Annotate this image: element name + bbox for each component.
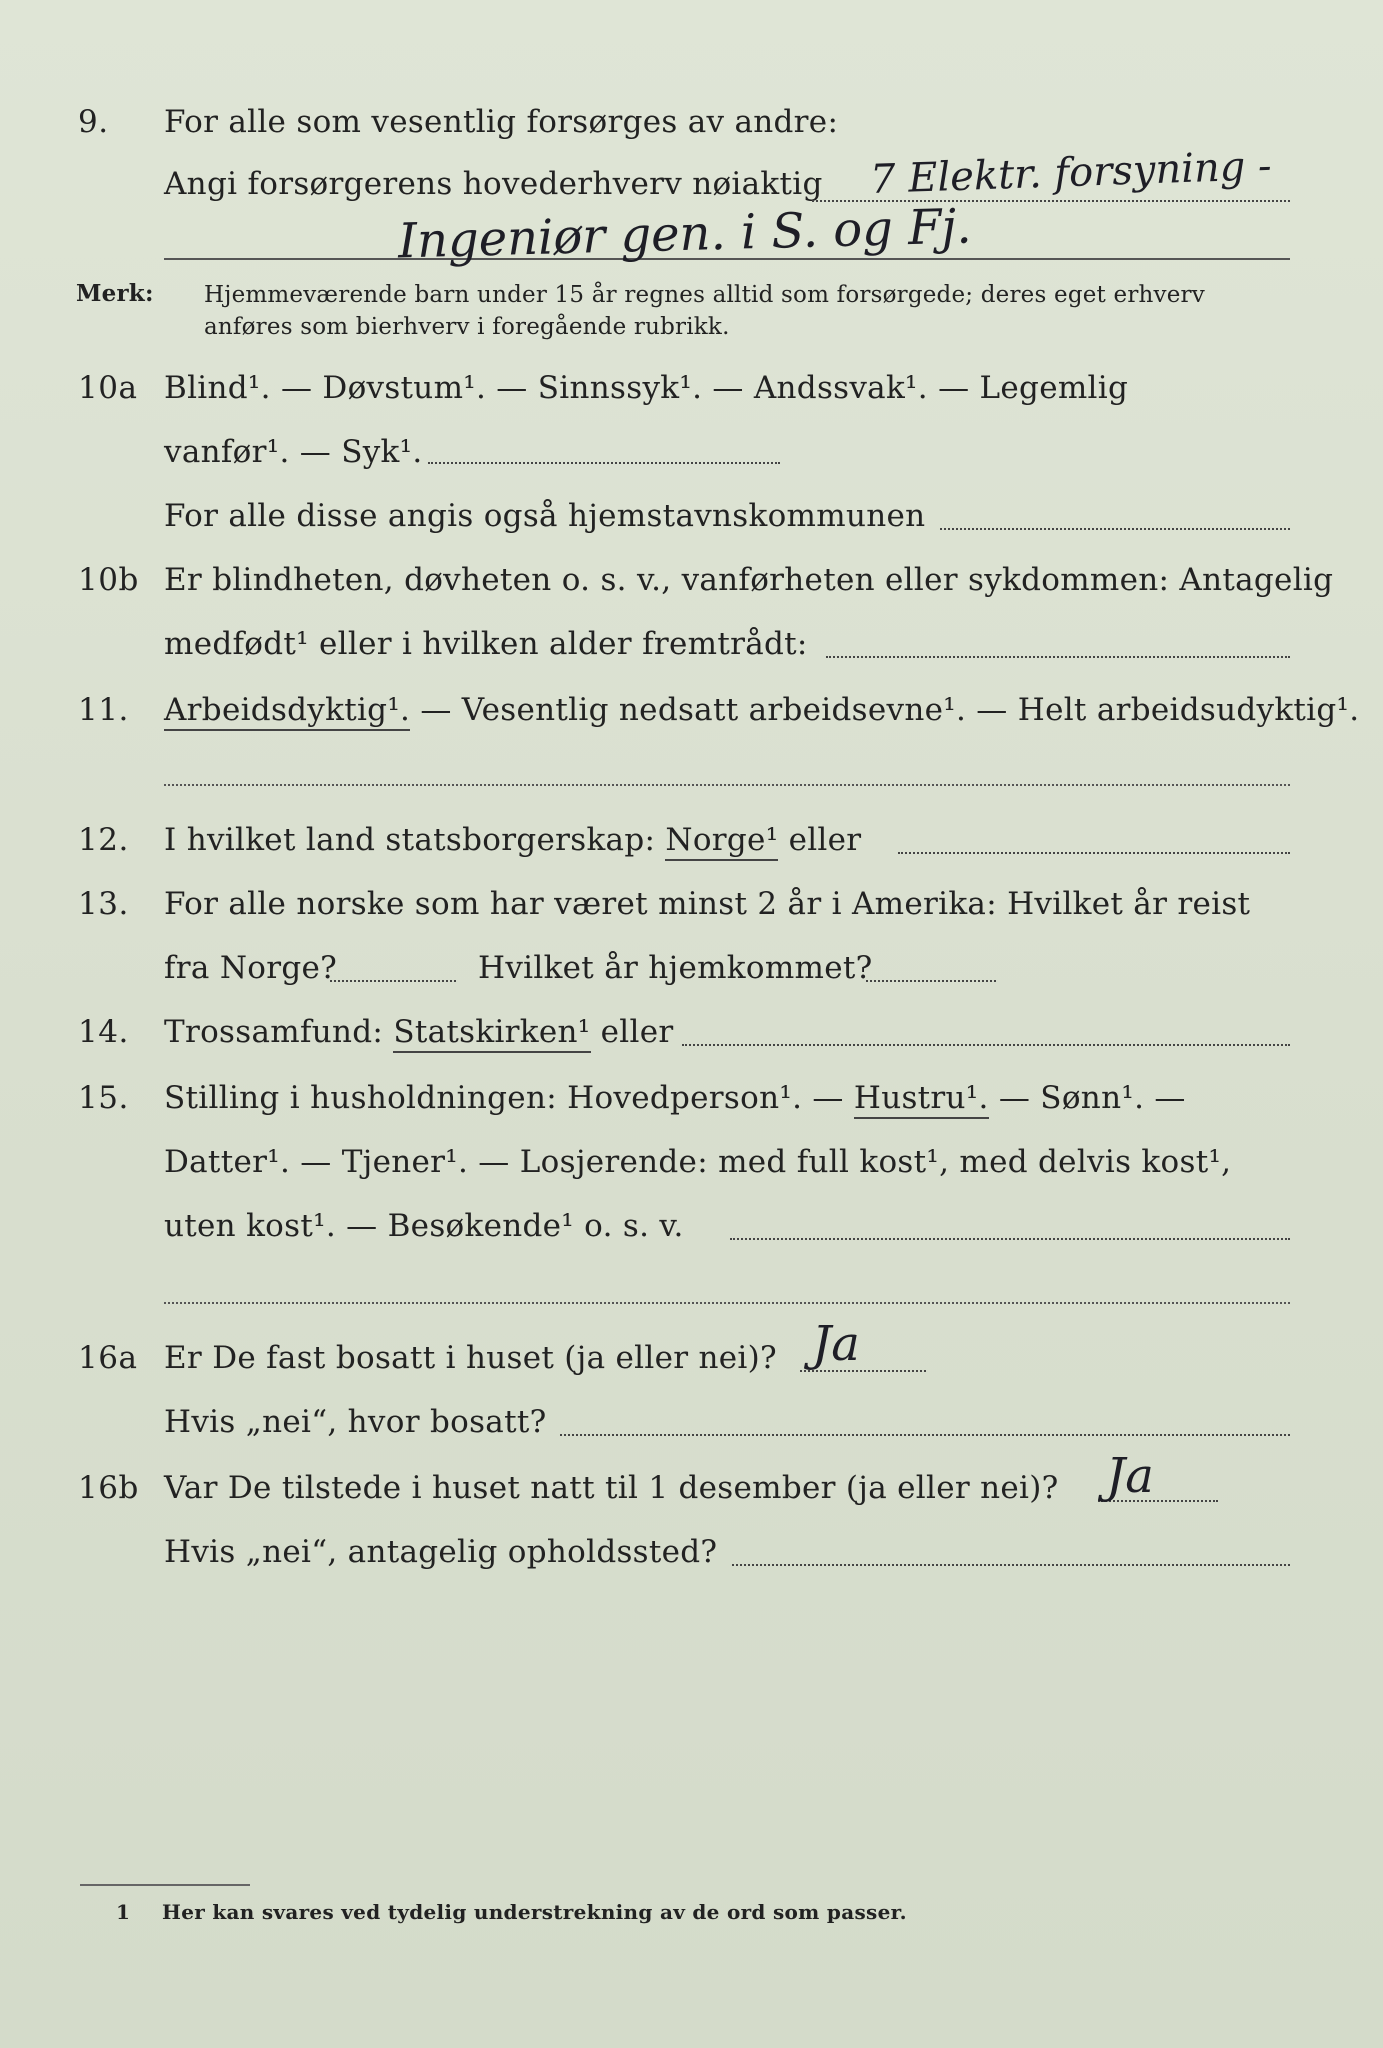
q13-line1: For alle norske som har været minst 2 år i Amerika: Hvilket år reist [164,886,1251,922]
q15-number: 15. [78,1080,129,1116]
q9-handwritten-answer2: Ingeniør gen. i S. og Fj. [397,198,973,270]
q14-answer-line [682,1044,1290,1046]
q15-line1b: — Sønn¹. — [988,1080,1186,1116]
footnote-mark: 1 [116,1900,131,1924]
q15-answer-line [730,1238,1290,1240]
q12-prefix: I hvilket land statsborgerskap: [164,822,666,858]
q15-line2: Datter¹. — Tjener¹. — Losjerende: med full kost¹, med delvis kost¹, [164,1144,1232,1180]
q10b-answer-line [826,656,1290,658]
q10b-line2: medfødt¹ eller i hvilken alder fremtrådt: [164,626,808,662]
q10a-line1: Blind¹. — Døvstum¹. — Sinnssyk¹. — Andssvak¹. — Legemlig [164,370,1129,406]
q16a-number: 16a [78,1340,138,1376]
q16a-bosatt-line [560,1434,1290,1436]
q12-suffix: eller [778,822,862,858]
q15-selected-hustru: Hustru¹. [854,1080,989,1119]
q15-extra-line [164,1302,1290,1304]
footnote-text: Her kan svares ved tydelig understrekning av de ord som passer. [162,1900,907,1924]
q11-rest: — Vesentlig nedsatt arbeidsevne¹. — Helt arbeidsudyktig¹. [410,692,1360,728]
q11-text [164,692,1359,728]
q14-text [164,1014,674,1050]
merk-line2: anføres som bierhverv i foregående rubrikk. [204,314,730,340]
q9-number: 9. [78,104,109,140]
q13-line2a: fra Norge? [164,950,338,986]
q14-selected-statskirken: Statskirken¹ [393,1014,590,1053]
q16b-line1: Var De tilstede i huset natt til 1 desember (ja eller nei)? [164,1470,1059,1506]
q10b-line1: Er blindheten, døvheten o. s. v., vanførheten eller sykdommen: Antagelig [164,562,1334,598]
q10a-hjemstavn-line [940,528,1290,530]
q16b-line2: Hvis „nei“, antagelig opholdssted? [164,1534,718,1570]
q13-hjemkommet-line [866,980,996,982]
q16b-handwritten-answer: Ja [1106,1448,1154,1504]
q14-prefix: Trossamfund: [164,1014,394,1050]
q16a-line2: Hvis „nei“, hvor bosatt? [164,1404,547,1440]
q11-selected-arbeidsdyktig: Arbeidsdyktig¹. [164,692,410,731]
q10b-number: 10b [78,562,139,598]
footnote-separator [80,1884,250,1886]
q10a-number: 10a [78,370,138,406]
q16b-number: 16b [78,1470,139,1506]
q15-line1a: Stilling i husholdningen: Hovedperson¹. — [164,1080,854,1116]
q13-line2b: Hvilket år hjemkommet? [478,950,873,986]
q16a-handwritten-answer: Ja [812,1316,860,1372]
q9-handwritten-answer1: 7 Elektr. forsyning - [869,143,1273,203]
merk-label: Merk: [76,280,154,307]
q10a-answer-line [428,462,780,464]
merk-line1: Hjemmeværende barn under 15 år regnes alltid som forsørgede; deres eget erhverv [204,282,1205,308]
q12-text [164,822,861,858]
q12-answer-line [898,852,1290,854]
q15-line1 [164,1080,1186,1116]
q11-answer-line [164,784,1290,786]
q13-number: 13. [78,886,129,922]
q12-number: 12. [78,822,129,858]
q10a-line3: For alle disse angis også hjemstavnskommunen [164,498,926,534]
q16b-opholdssted-line [732,1564,1290,1566]
q9-line1: For alle som vesentlig forsørges av andre: [164,104,839,140]
q13-reist-line [330,980,456,982]
q12-selected-norge: Norge¹ [665,822,778,861]
q10a-line2: vanfør¹. — Syk¹. [164,434,423,470]
q16a-line1: Er De fast bosatt i huset (ja eller nei)? [164,1340,777,1376]
q14-suffix: eller [590,1014,674,1050]
q9-line2: Angi forsørgerens hovederhverv nøiaktig [164,166,823,202]
q14-number: 14. [78,1014,129,1050]
q11-number: 11. [78,692,129,728]
q15-line3: uten kost¹. — Besøkende¹ o. s. v. [164,1208,684,1244]
